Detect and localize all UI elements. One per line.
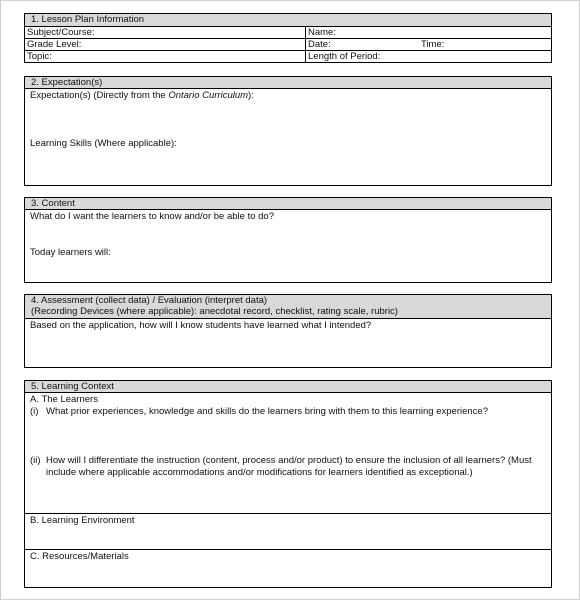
divider [25,549,551,550]
section-3-header: 3. Content [25,198,551,210]
section-1-header: 1. Lesson Plan Information [25,14,551,27]
assessment-question: Based on the application, how will I know students have learned what I intended? [30,320,372,331]
content-section [24,197,552,283]
lesson-plan-information-table [24,13,552,63]
section-4-header-line1: 4. Assessment (collect data) / Evaluation (interpret data) [31,295,268,306]
section-2-header: 2. Expectation(s) [25,77,551,89]
question-ii-line1: How will I differentiate the instruction (content, process and/or product) to ensure the inclusion of all learners? (Must [46,455,532,466]
question-i-marker: (i) [30,406,39,417]
date-label: Date: [308,39,331,50]
learning-environment-title: B. Learning Environment [30,515,135,526]
subject-course-label: Subject/Course: [27,27,95,38]
table-row [25,26,551,38]
question-ii-marker: (ii) [30,455,41,466]
expectations-section [24,76,552,186]
curriculum-name: Ontario Curriculum [168,90,249,101]
question-i-text: What prior experiences, knowledge and skills do the learners bring with them to this learning experience? [46,406,488,417]
time-label: Time: [421,39,445,50]
content-question: What do I want the learners to know and/or be able to do? [30,211,274,222]
section-4-header-line2: (Recording Devices (where applicable): anecdotal record, checklist, rating scale, rubric) [31,306,398,317]
length-of-period-label: Length of Period: [308,51,381,62]
question-ii-line2: include where applicable accommodations and/or modifications for learners identified as exceptional.) [46,467,473,478]
table-row [25,50,551,63]
grade-level-label: Grade Level: [27,39,82,50]
learning-context-section [24,380,552,588]
divider [25,513,551,514]
section-4-header [25,295,551,319]
name-label: Name: [308,27,336,38]
learners-subtitle: A. The Learners [30,394,98,405]
expectations-prompt: Expectation(s) (Directly from the Ontario Curriculum): [30,90,254,101]
table-row [25,38,551,50]
today-learners-prompt: Today learners will: [30,247,111,258]
assessment-section [24,294,552,368]
resources-materials-title: C. Resources/Materials [30,551,129,562]
topic-label: Topic: [27,51,52,62]
learning-skills-prompt: Learning Skills (Where applicable): [30,138,177,149]
section-5-header: 5. Learning Context [25,381,551,393]
